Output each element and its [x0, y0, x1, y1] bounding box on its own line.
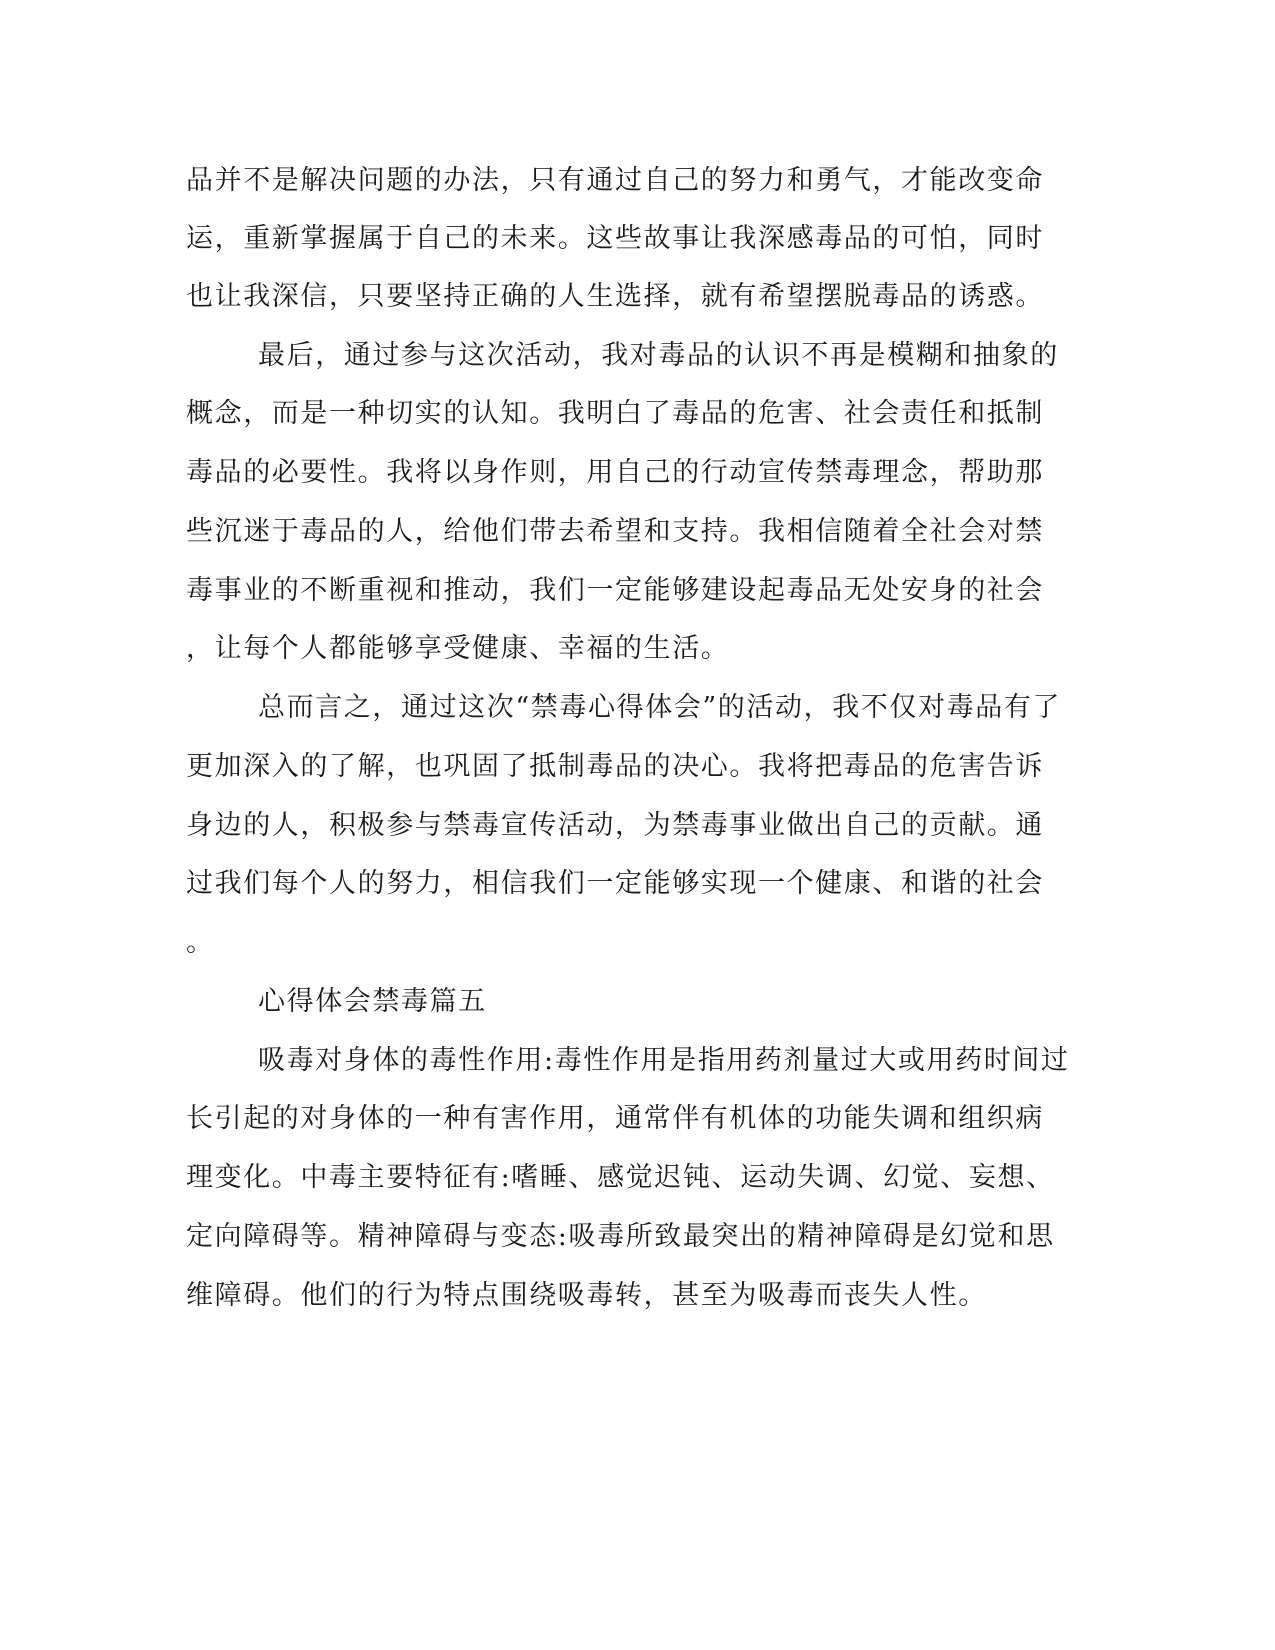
- body-text-line: 品并不是解决问题的办法，只有通过自己的努力和勇气，才能改变命: [186, 165, 1044, 196]
- body-text-line: 。: [186, 927, 215, 958]
- body-text-line: 些沉迷于毒品的人，给他们带去希望和支持。我相信随着全社会对禁: [186, 516, 1044, 547]
- body-text-line: 概念，而是一种切实的认知。我明白了毒品的危害、社会责任和抵制: [186, 398, 1044, 429]
- body-text-line: 更加深入的了解，也巩固了抵制毒品的决心。我将把毒品的危害告诉: [186, 751, 1044, 782]
- body-text-line: 身边的人，积极参与禁毒宣传活动，为禁毒事业做出自己的贡献。通: [186, 810, 1044, 841]
- body-text-line: ，让每个人都能够享受健康、幸福的生活。: [186, 633, 730, 664]
- paragraph-first-line: 最后，通过参与这次活动，我对毒品的认识不再是模糊和抽象的: [258, 340, 1059, 371]
- section-heading: 心得体会禁毒篇五: [258, 986, 487, 1017]
- body-text-line: 定向障碍等。精神障碍与变态:吸毒所致最突出的精神障碍是幻觉和思: [186, 1221, 1055, 1252]
- paragraph-first-line: 总而言之，通过这次“禁毒心得体会”的活动，我不仅对毒品有了: [258, 692, 1062, 723]
- body-text-line: 运，重新掌握属于自己的未来。这些故事让我深感毒品的可怕，同时: [186, 223, 1044, 254]
- body-text-line: 长引起的对身体的一种有害作用，通常伴有机体的功能失调和组织病: [186, 1103, 1044, 1134]
- body-text-line: 过我们每个人的努力，相信我们一定能够实现一个健康、和谐的社会: [186, 868, 1044, 899]
- body-text-line: 维障碍。他们的行为特点围绕吸毒转，甚至为吸毒而丧失人性。: [186, 1280, 987, 1311]
- paragraph-first-line: 吸毒对身体的毒性作用:毒性作用是指用药剂量过大或用药时间过: [258, 1045, 1070, 1076]
- body-text-line: 毒品的必要性。我将以身作则，用自己的行动宣传禁毒理念，帮助那: [186, 457, 1044, 488]
- body-text-line: 理变化。中毒主要特征有:嗜睡、感觉迟钝、运动失调、幻觉、妄想、: [186, 1162, 1055, 1193]
- body-text-line: 也让我深信，只要坚持正确的人生选择，就有希望摆脱毒品的诱惑。: [186, 281, 1044, 312]
- body-text-line: 毒事业的不断重视和推动，我们一定能够建设起毒品无处安身的社会: [186, 575, 1044, 606]
